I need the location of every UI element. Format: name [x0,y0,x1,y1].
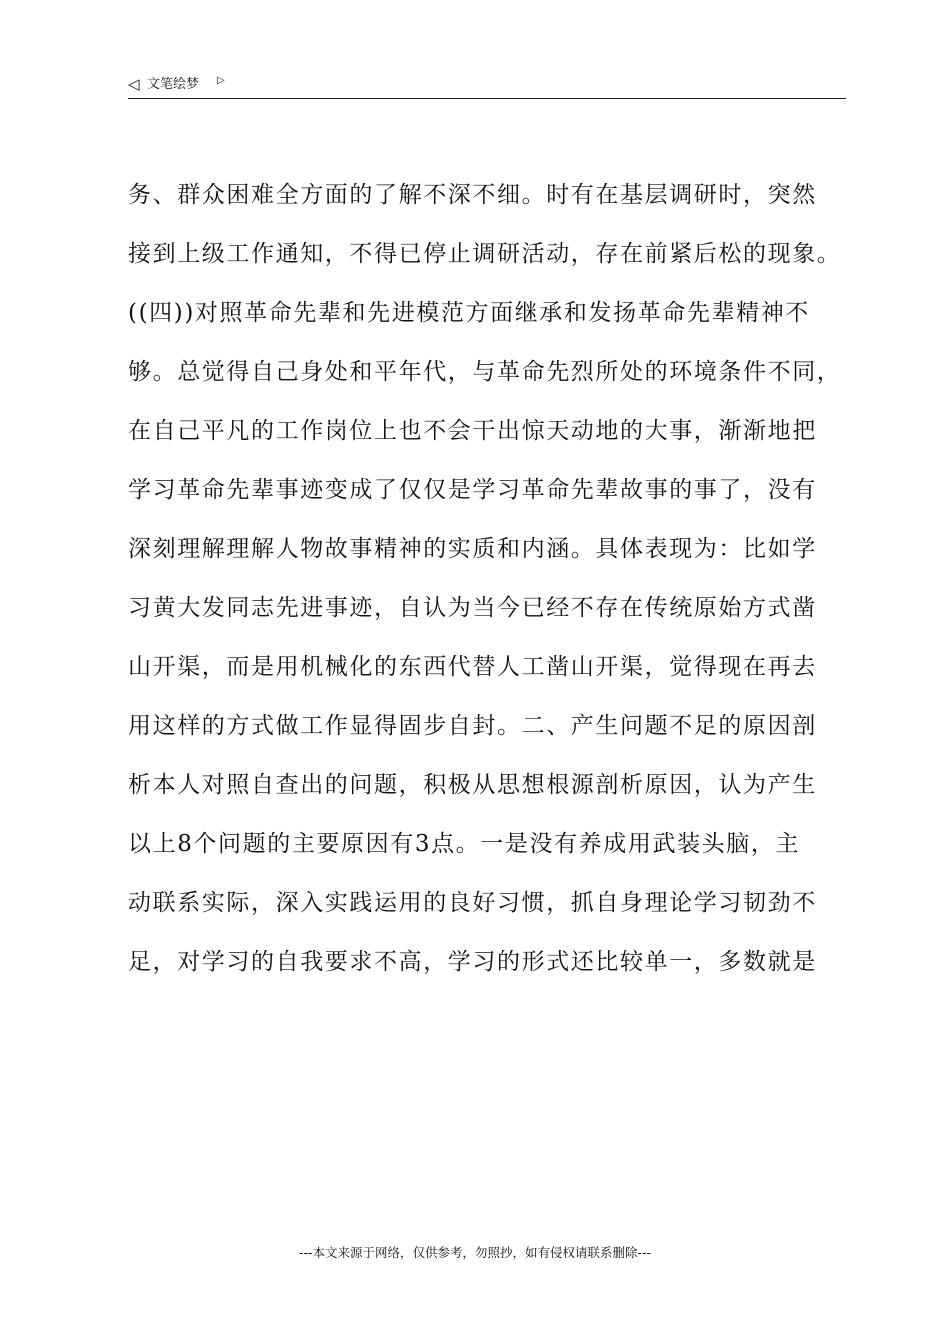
text-line: 以上8个问题的主要原因有3点。一是没有养成用武装头脑，主 [128,831,801,857]
document-body [128,166,848,992]
text-line: 足，对学习的自我要求不高，学习的形式还比较单一，多数就是 [128,949,817,975]
text-line: ((四))对照革命先辈和先进模范方面继承和发扬革命先辈精神不 [128,300,810,326]
text-line: 深刻理解理解人物故事精神的实质和内涵。具体表现为：比如学 [128,536,817,562]
triangle-right-icon: ▷ [217,75,225,86]
text-line: 务、群众困难全方面的了解不深不细。时有在基层调研时，突然 [128,182,817,208]
text-line: 学习革命先辈事迹变成了仅仅是学习革命先辈故事的事了，没有 [128,477,817,503]
text-line: 用这样的方式做工作显得固步自封。二、产生问题不足的原因剖 [128,713,817,739]
header-title: 文笔绘梦 [147,77,200,92]
text-line: 在自己平凡的工作岗位上也不会干出惊天动地的大事，渐渐地把 [128,418,817,444]
triangle-left-icon: ◁ [128,75,140,93]
text-line: 够。总觉得自己身处和平年代，与革命先烈所处的环境条件不同， [128,359,842,385]
text-line: 习黄大发同志先进事迹，自认为当今已经不存在传统原始方式凿 [128,595,817,621]
text-line: 接到上级工作通知，不得已停止调研活动，存在前紧后松的现象。 [128,241,842,267]
text-line: 动联系实际，深入实践运用的良好习惯，抓自身理论学习韧劲不 [128,890,817,916]
page-header [128,72,846,99]
text-line: 析本人对照自查出的问题，积极从思想根源剖析原因，认为产生 [128,772,817,798]
page-footer: ---本文来源于网络，仅供参考，勿照抄，如有侵权请联系删除--- [298,1245,652,1260]
text-line: 山开渠，而是用机械化的东西代替人工凿山开渠，觉得现在再去 [128,654,817,680]
